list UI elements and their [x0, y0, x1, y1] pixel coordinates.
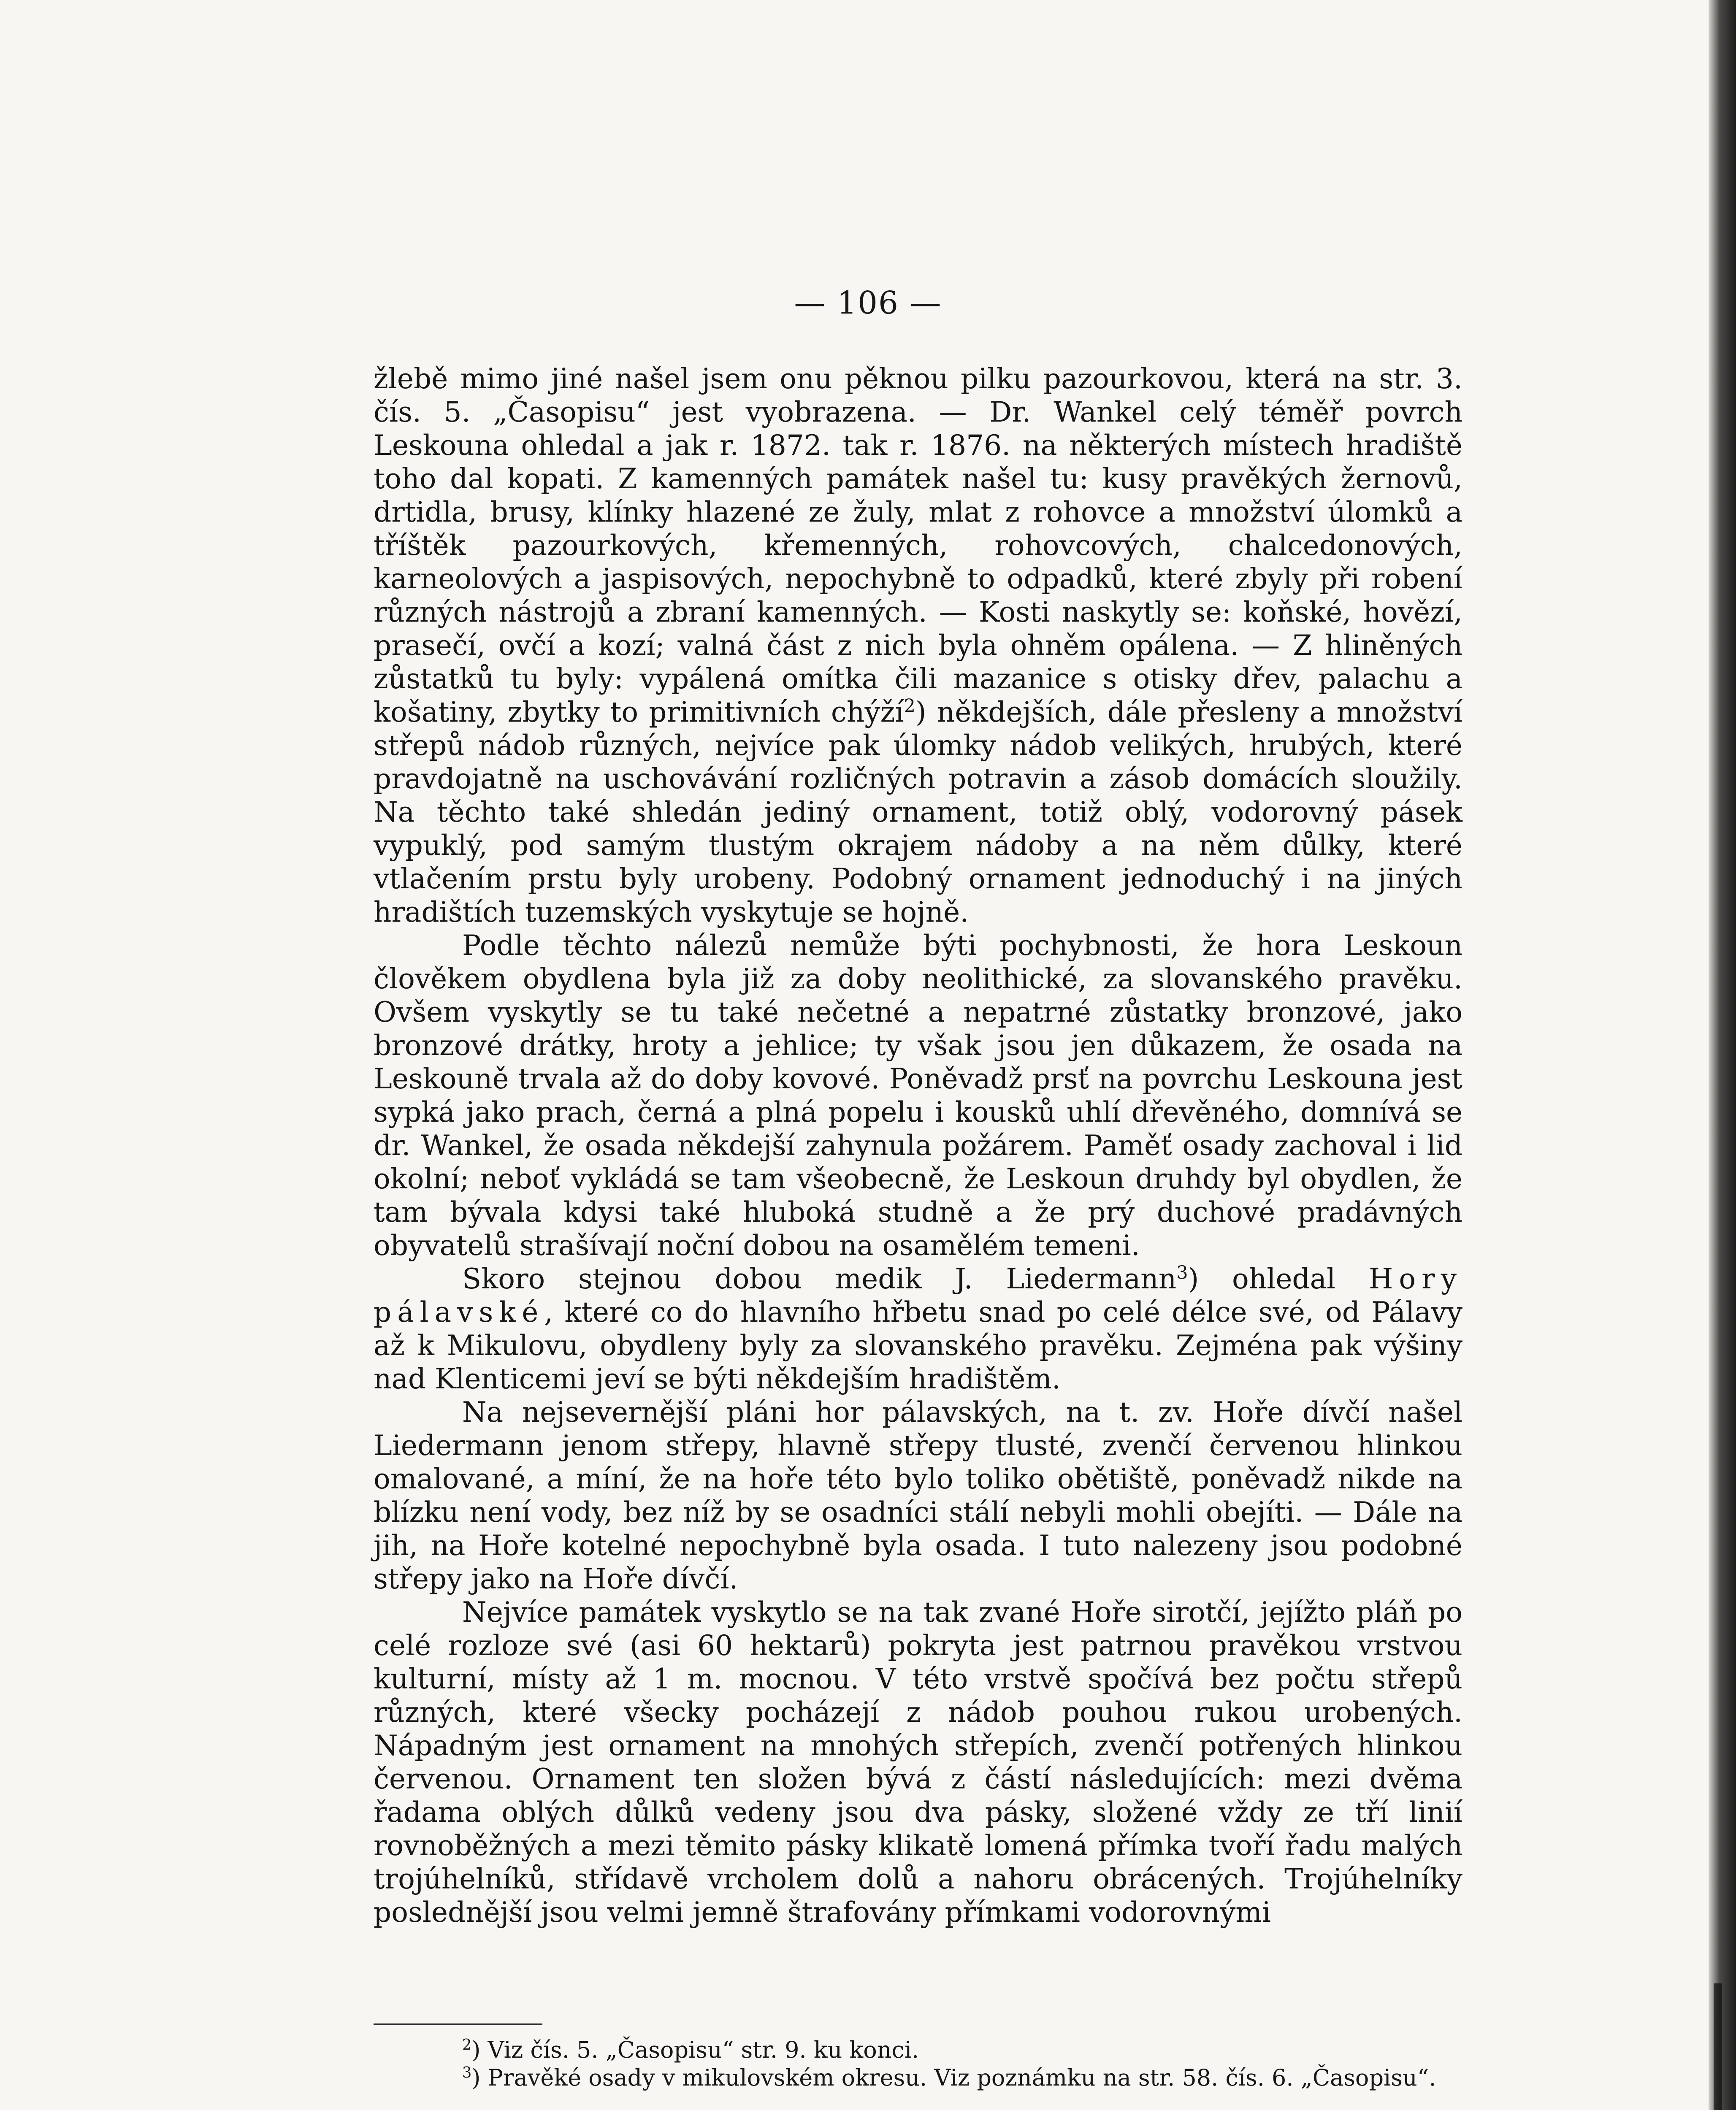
paragraph-4: Na nejsevernější pláni hor pálavských, na t. zv. Hoře dívčí našel Liedermann jenom střepy, hlavně střepy tlusté, zvenčí červenou hlinkou omalované, a míní, že na hoře této bylo toliko obětiště, poněvadž nikde na blízku není vody, bez níž by se osadníci stálí nebyli mohli obejíti. — Dále na jih, na Hoře kotelné nepochybně byla osada. I tuto nalezeny jsou podobné střepy jako na Hoře dívčí.	[374, 1396, 1462, 1595]
footnote-divider	[374, 2023, 542, 2025]
footnote-3: $^3$) Pravěké osady v mikulovském okresu. Viz poznámku na str. 58. čís. 6. „Časopisu“.	[462, 2064, 1436, 2091]
footnote-2: $^2$) Viz čís. 5. „Časopisu“ str. 9. ku konci.	[462, 2036, 919, 2063]
footnote-ref-3: 3	[1176, 1262, 1188, 1283]
page-number: — 106 —	[794, 285, 942, 321]
paragraph-1: žlebě mimo jiné našel jsem onu pěknou pilku pazourkovou, která na str. 3. čís. 5. „Časopisu“ jest vyobrazena. — Dr. Wankel celý téměř povrch Leskouna ohledal a jak r. 1872. tak r. 1876. na některých místech hradiště toho dal kopati. Z kamenných památek našel tu: kusy pravěkých žernovů, drtidla, brusy, klínky hlazené ze žuly, mlat z rohovce a množství úlomků a tříštěk pazourkových, křemenných, rohovcových, chalcedonových, karneolových a jaspisových, nepochybně to odpadků, které zbyly při robení různých nástrojů a zbraní kamenných. — Kosti naskytly se: koňské, hovězí, prasečí, ovčí a kozí; valná část z nich byla ohněm opálena. — Z hliněných zůstatků tu byly: vypálená omítka čili mazanice s otisky dřev, palachu a košatiny, zbytky to primitivních chýží$^2$) někdejších, dále přesleny a množství střepů nádob různých, nejvíce pak úlomky nádob velikých, hrubých, které pravdojatně na uschovávání rozličných potravin a zásob domácích sloužily. Na těchto také shledán jediný ornament, totiž oblý, vodorovný pásek vypuklý, pod samým tlustým okrajem nádoby a na něm důlky, které vtlačením prstu byly urobeny. Podobný ornament jednoduchý i na jiných hradištích tuzemských vyskytuje se hojně.	[374, 362, 1462, 928]
footnote-ref-2: 2	[904, 695, 915, 717]
spaced-emphasis: Hory pálavské	[374, 1263, 1462, 1328]
paragraph-5: Nejvíce památek vyskytlo se na tak zvané Hoře sirotčí, jejížto pláň po celé rozloze své (asi 60 hektarů) pokryta jest patrnou pravěkou vrstvou kulturní, místy až 1 m. mocnou. V této vrstvě spočívá bez počtu střepů různých, které všecky pocházejí z nádob pouhou rukou urobených. Nápadným jest ornament na mnohých střepích, zvenčí potřených hlinkou červenou. Ornament ten složen bývá z částí následujících: mezi dvěma řadama oblých důlků vedeny jsou dva pásky, složené vždy ze tří linií rovnoběžných a mezi těmito pásky klikatě lomená přímka tvoří řadu malých trojúhelníků, střídavě vrcholem dolů a nahoru obrácených. Trojúhelníky poslednější jsou velmi jemně štrafovány přímkami vodorovnými	[374, 1596, 1462, 1929]
page-edge-dark-mark	[1714, 1983, 1722, 2110]
footnotes	[374, 2036, 1462, 2092]
paragraph-3: Skoro stejnou dobou medik J. Liedermann$^3$) ohledal Hory pálavské, které co do hlavního hřbetu snad po celé délce své, od Pálavy až k Mikulovu, obydleny byly za slovanského pravěku. Zejména pak výšiny nad Klenticemi jeví se býti někdejším hradištěm.	[374, 1262, 1462, 1395]
main-text	[374, 362, 1462, 1929]
paragraph-2: Podle těchto nálezů nemůže býti pochybnosti, že hora Leskoun člověkem obydlena byla již za doby neolithické, za slovanského pravěku. Ovšem vyskytly se tu také nečetné a nepatrné zůstatky bronzové, jako bronzové drátky, hroty a jehlice; ty však jsou jen důkazem, že osada na Leskouně trvala až do doby kovové. Poněvadž prsť na povrchu Leskouna jest sypká jako prach, černá a plná popelu i kousků uhlí dřevěného, domnívá se dr. Wankel, že osada někdejší zahynula požárem. Paměť osady zachoval i lid okolní; neboť vykládá se tam všeobecně, že Leskoun druhdy byl obydlen, že tam bývala kdysi také hluboká studně a že prý duchové pradávných obyvatelů strašívají noční dobou na osamělém temeni.	[374, 929, 1462, 1262]
